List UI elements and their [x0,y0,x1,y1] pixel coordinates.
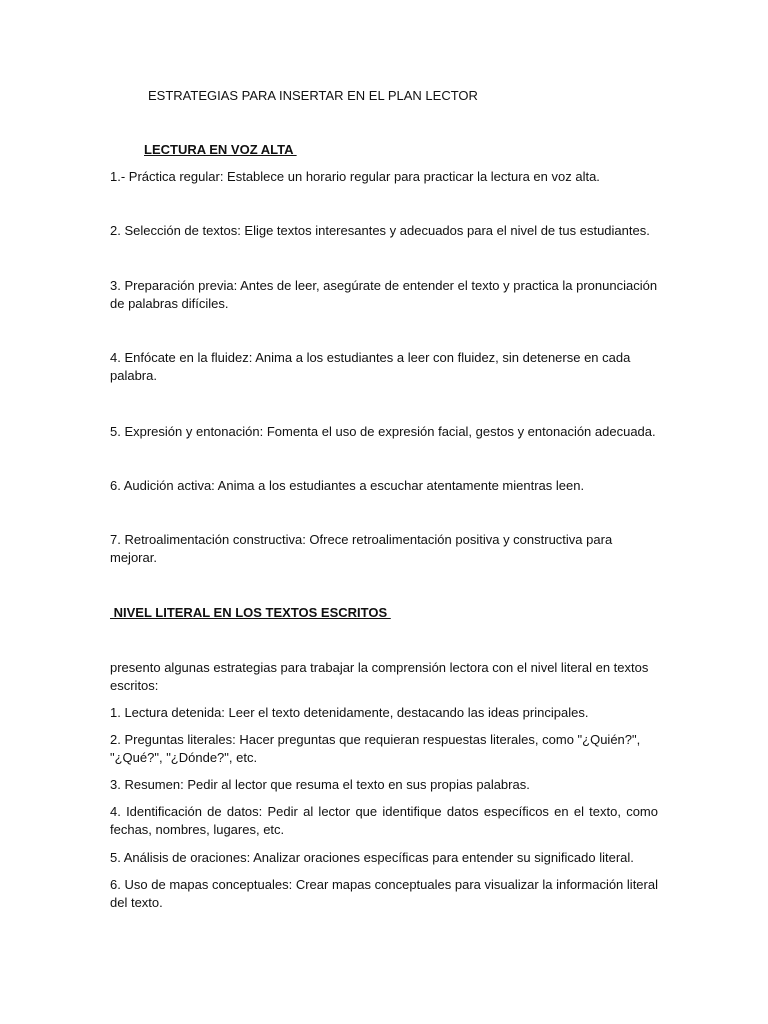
list-item: 6. Uso de mapas conceptuales: Crear mapas conceptuales para visualizar la información literal del texto. [110,877,658,910]
list-item: 2. Preguntas literales: Hacer preguntas que requieran respuestas literales, como "¿Quién?", "¿Qué?", "¿Dónde?", etc. [110,732,641,765]
list-item: 6. Audición activa: Anima a los estudiantes a escuchar atentamente mientras leen. [110,478,585,493]
list-item: 5. Análisis de oraciones: Analizar oraciones específicas para entender su significado literal. [110,850,634,865]
list-item: 2. Selección de textos: Elige textos interesantes y adecuados para el nivel de tus estudiantes. [110,223,650,238]
list-item: 4. Identificación de datos: Pedir al lector que identifique datos específicos en el texto, como fechas, nombres, lugares, etc. [110,804,658,837]
section-heading-lectura-voz-alta: LECTURA EN VOZ ALTA [144,142,297,157]
list-item: 1. Lectura detenida: Leer el texto detenidamente, destacando las ideas principales. [110,705,589,720]
section-heading-nivel-literal: NIVEL LITERAL EN LOS TEXTOS ESCRITOS [110,605,391,620]
list-item: 1.- Práctica regular: Establece un horario regular para practicar la lectura en voz alta. [110,169,600,184]
list-item: 3. Resumen: Pedir al lector que resuma el texto en sus propias palabras. [110,777,530,792]
list-item: 5. Expresión y entonación: Fomenta el uso de expresión facial, gestos y entonación adecuada. [110,424,656,439]
section-intro: presento algunas estrategias para trabajar la comprensión lectora con el nivel literal en textos escritos: [110,660,649,693]
document-title: ESTRATEGIAS PARA INSERTAR EN EL PLAN LECTOR [148,88,478,103]
list-item: 4. Enfócate en la fluidez: Anima a los estudiantes a leer con fluidez, sin detenerse en cada palabra. [110,350,631,383]
list-item: 7. Retroalimentación constructiva: Ofrece retroalimentación positiva y constructiva para mejorar. [110,532,613,565]
list-item: 3. Preparación previa: Antes de leer, asegúrate de entender el texto y practica la pronunciación de palabras difíciles. [110,278,658,311]
